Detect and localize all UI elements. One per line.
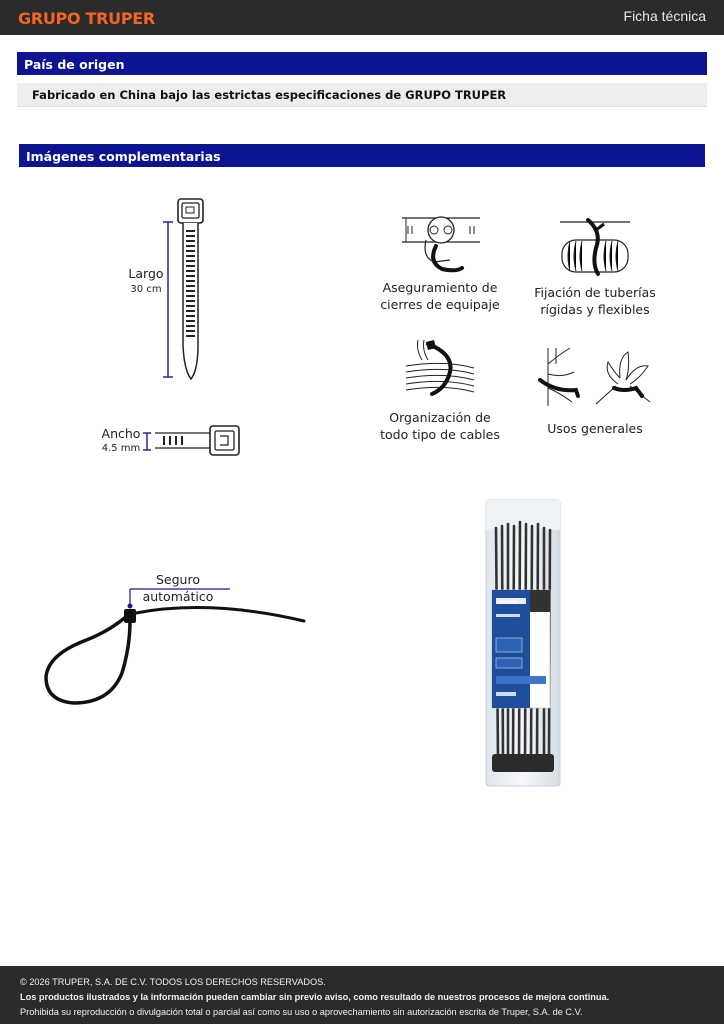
origin-section-header: País de origen <box>17 52 707 75</box>
brand-logo: GRUPO TRUPER <box>18 9 155 28</box>
use-label-luggage-line2: cierres de equipaje <box>380 297 500 312</box>
use-label-luggage-line1: Aseguramiento de <box>382 280 498 295</box>
footer-copyright: © 2026 TRUPER, S.A. DE C.V. TODOS LOS DERECHOS RESERVADOS. <box>20 977 326 987</box>
pipe-fastening-icon <box>558 218 634 276</box>
use-label-pipes-line1: Fijación de tuberías <box>534 285 656 300</box>
width-label: Ancho <box>101 426 141 441</box>
top-bar <box>0 0 724 35</box>
images-section-header: Imágenes complementarias <box>19 144 705 167</box>
general-use-icon <box>538 344 656 410</box>
use-label-general: Usos generales <box>547 421 643 436</box>
length-label: Largo <box>128 266 164 281</box>
use-label-pipes-line2: rígidas y flexibles <box>540 302 650 317</box>
footer <box>0 966 724 1024</box>
origin-text: Fabricado en China bajo las estrictas especificaciones de GRUPO TRUPER <box>17 83 707 107</box>
width-value: 4.5 mm <box>101 443 141 454</box>
auto-lock-label: Seguro automático <box>142 572 214 604</box>
product-package-photo <box>484 498 562 788</box>
use-label-cables-line1: Organización de <box>389 410 491 425</box>
document-type: Ficha técnica <box>623 8 706 24</box>
length-value: 30 cm <box>130 284 162 295</box>
use-label-cables-line2: todo tipo de cables <box>380 427 500 442</box>
luggage-closure-icon <box>400 212 482 274</box>
footer-notice: Los productos ilustrados y la información pueden cambiar sin previo aviso, como resultado de nuestros procesos de mejora continua. <box>20 992 610 1002</box>
cable-tie-length-illustration <box>160 195 220 385</box>
cable-tie-width-illustration <box>140 423 245 459</box>
package-brand-text: VOLTECK <box>498 600 518 605</box>
footer-prohibition: Prohibida su reproducción o divulgación total o parcial así como su uso o aprovechamiento sin autorización escrita de Truper, S.A. de C.V. <box>20 1007 583 1017</box>
cable-organization-icon <box>404 338 478 400</box>
